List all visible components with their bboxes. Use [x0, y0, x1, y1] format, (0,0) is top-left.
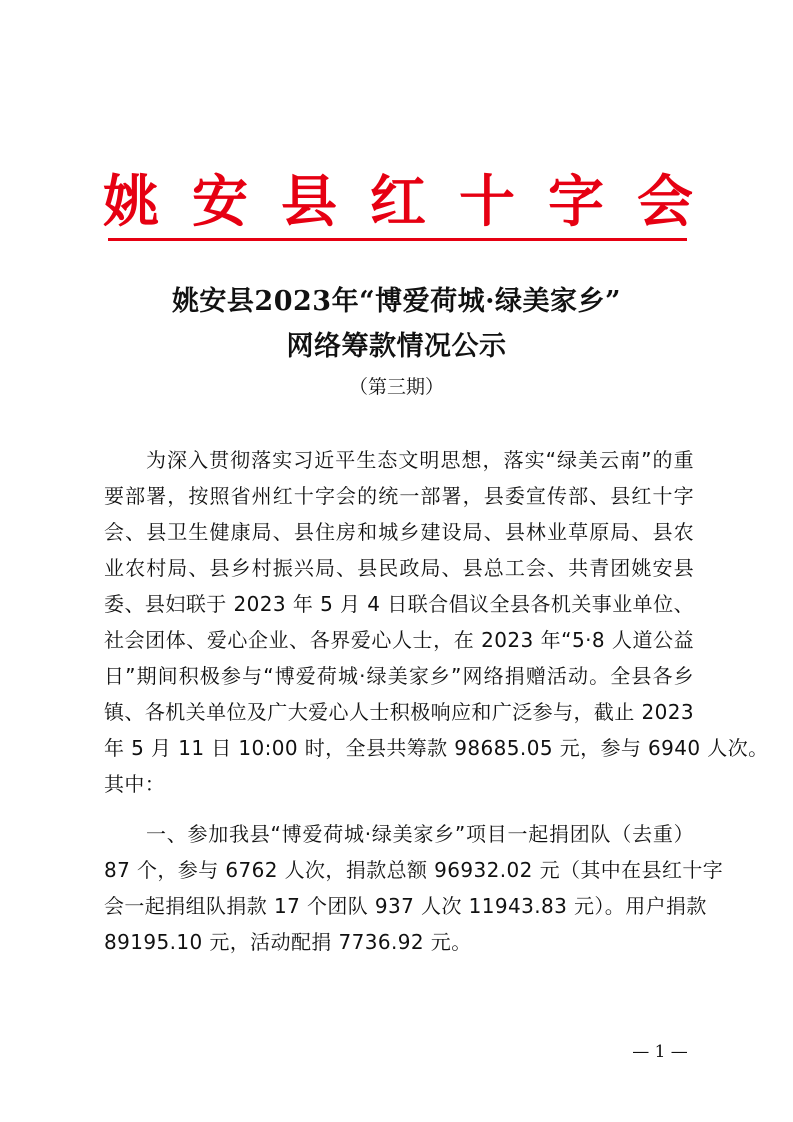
body-paragraph-1	[104, 442, 769, 802]
paragraph-line: 其中：	[104, 772, 166, 796]
paragraph-line: 89195.10 元，活动配捐 7736.92 元。	[104, 930, 472, 954]
paragraph-line: 委、县妇联于 2023 年 5 月 4 日联合倡议全县各机关事业单位、	[104, 592, 694, 616]
paragraph-line: 为深入贯彻落实习近平生态文明思想，落实“绿美云南”的重	[146, 448, 694, 472]
paragraph-line: 会、县卫生健康局、县住房和城乡建设局、县林业草原局、县农	[104, 520, 694, 544]
header-red-rule	[108, 238, 687, 241]
paragraph-line: 业农村局、县乡村振兴局、县民政局、县总工会、共青团姚安县	[104, 556, 694, 580]
org-name-char: 姚	[103, 169, 159, 235]
org-name-char: 会	[637, 169, 693, 235]
document-title-line-1: 姚安县2023年“博爱荷城·绿美家乡”	[171, 286, 622, 317]
paragraph-line: 镇、各机关单位及广大爱心人士积极响应和广泛参与，截止 2023	[104, 700, 694, 724]
paragraph-line: 年 5 月 11 日 10:00 时，全县共筹款 98685.05 元，参与 6940 人次。	[104, 736, 769, 760]
org-name-char: 县	[281, 169, 337, 235]
paragraph-line: 87 个，参与 6762 人次，捐款总额 96932.02 元（其中在县红十字	[104, 858, 724, 882]
body-paragraph-2	[104, 816, 724, 960]
org-name-char: 红	[370, 169, 426, 235]
org-name-heading	[103, 170, 693, 234]
org-name-char: 十	[459, 169, 515, 235]
org-name-char: 字	[548, 169, 604, 235]
page-number: — 1 —	[632, 1042, 688, 1062]
org-name-char: 安	[192, 169, 248, 235]
paragraph-line: 会一起捐组队捐款 17 个团队 937 人次 11943.83 元）。用户捐款	[104, 894, 707, 918]
document-title-line-2: 网络筹款情况公示	[286, 331, 507, 362]
paragraph-line: 一、参加我县“博爱荷城·绿美家乡”项目一起捐团队（去重）	[146, 822, 694, 846]
paragraph-line: 要部署，按照省州红十字会的统一部署，县委宣传部、县红十字	[104, 484, 694, 508]
paragraph-line: 日”期间积极参与“博爱荷城·绿美家乡”网络捐赠活动。全县各乡	[104, 664, 694, 688]
paragraph-line: 社会团体、爱心企业、各界爱心人士，在 2023 年“5·8 人道公益	[104, 628, 694, 652]
issue-number: （第三期）	[348, 376, 444, 398]
